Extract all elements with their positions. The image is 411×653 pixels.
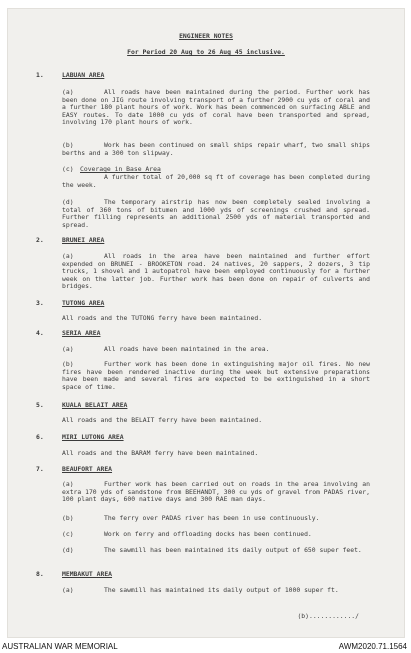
paragraph-text: All roads have been maintained in the area. [104,345,270,353]
paragraph [62,346,370,354]
paragraph-text: A further total of 20,000 sq ft of coverage has been completed during the week. [62,173,370,189]
paragraph [62,174,370,189]
paragraph-text: The ferry over PADAS river has been in use continuously. [104,514,320,522]
paragraph-label: (d) [62,546,74,554]
paragraph-label: (a) [62,88,74,96]
paragraph [62,531,370,539]
section-title: MIRI LUTONG AREA [62,433,124,441]
section-number: 2. [36,236,44,244]
paragraph-text: Work on ferry and offloading docks has been continued. [104,530,312,538]
section-title: BRUNEI AREA [62,236,105,244]
section-number: 7. [36,465,44,473]
section-number: 3. [36,299,44,307]
paragraph-label: (a) [62,586,74,594]
document-heading: ENGINEER NOTES [179,32,233,40]
paragraph-label: (b) [62,141,74,149]
paragraph-label: (b) [62,514,74,522]
footer-reference: AWM2020.71.1564 [338,642,407,651]
section-title: KUALA BELAIT AREA [62,401,128,409]
footer-source: AUSTRALIAN WAR MEMORIAL [2,642,118,651]
paragraph [62,253,370,291]
paragraph [62,547,370,555]
section-number: 1. [36,71,44,79]
paragraph-text: All roads and the TUTONG ferry have been maintained. [62,314,263,322]
section-title: BEAUFORT AREA [62,465,113,473]
paragraph-label: (c) [62,530,74,538]
subsection-title: Coverage in Base Area [80,165,161,173]
paragraph [62,199,370,229]
paragraph-label: (a) [62,480,74,488]
section-title: TUTONG AREA [62,299,105,307]
section-title: MEMBAKUT AREA [62,570,113,578]
paragraph-label: (a) [62,252,74,260]
paragraph [62,142,370,157]
paragraph-label: (d) [62,198,74,206]
paragraph-text: The sawmill has been maintained its daily output of 650 super feet. [104,546,362,554]
paragraph-label: (b) [62,360,74,368]
paragraph-text: Further work has been done in extinguishing major oil fires. No new fires have been rendered inactive during the week but extensive preparations have been made and several fires are expected to be extinguished in a short space of time. [62,360,370,391]
continuation-mark: (b)............/ [297,612,359,620]
archive-footer [0,640,411,653]
paragraph-text: All roads and the BARAM ferry have been maintained. [62,449,259,457]
paragraph-text: Further work has been carried out on roads in the area involving an extra 170 yds of sandstone from BEEHANDT, 300 cu yds of gravel from PADAS river, 100 plant days, 600 native days and 300 RAE man days. [62,480,370,504]
paragraph-text: All roads in the area have been maintained and further effort expended on BRUNEI - BROOKETON road. 24 natives, 20 sappers, 2 dozers, 3 tip trucks, 1 shovel and 1 autopatrol have been employed continuously for a further week on the latter job. Further work has been done on repair of culverts and bridges. [62,252,370,291]
document-page [8,9,404,637]
paragraph-text: All roads have been maintained during the period. Further work has been done on JIG route involving transport of a further 2900 cu yds of coral and a further 180 plant hours of work. Work has been commenced on surfacing ABLE and EASY routes. To date 1000 cu yds of coral have been transported and spread, involving 170 plant hours of work. [62,88,370,127]
paragraph [62,361,370,391]
section-number: 6. [36,433,44,441]
paragraph [62,89,370,127]
paragraph [62,587,370,595]
paragraph-text: All roads and the BELAIT ferry have been maintained. [62,416,263,424]
section-title: SERIA AREA [62,329,101,337]
document-body [8,9,404,637]
paragraph [62,515,370,523]
paragraph-label: (c) [62,165,74,173]
section-number: 5. [36,401,44,409]
section-number: 4. [36,329,44,337]
paragraph-text: The sawmill has maintained its daily output of 1000 super ft. [104,586,339,594]
section-title: LABUAN AREA [62,71,105,79]
paragraph [62,481,370,504]
paragraph-text: Work has been continued on small ships repair wharf, two small ships berths and a 300 ton slipway. [62,141,370,157]
paragraph-label: (a) [62,345,74,353]
paragraph-text: The temporary airstrip has now been completely sealed involving a total of 360 tons of bitumen and 1000 yds of screenings crushed and spread. Further filling represents an additional 2500 yds of material transported and spread. [62,198,370,229]
document-period: For Period 20 Aug to 26 Aug 45 inclusive. [127,48,285,56]
section-number: 8. [36,570,44,578]
